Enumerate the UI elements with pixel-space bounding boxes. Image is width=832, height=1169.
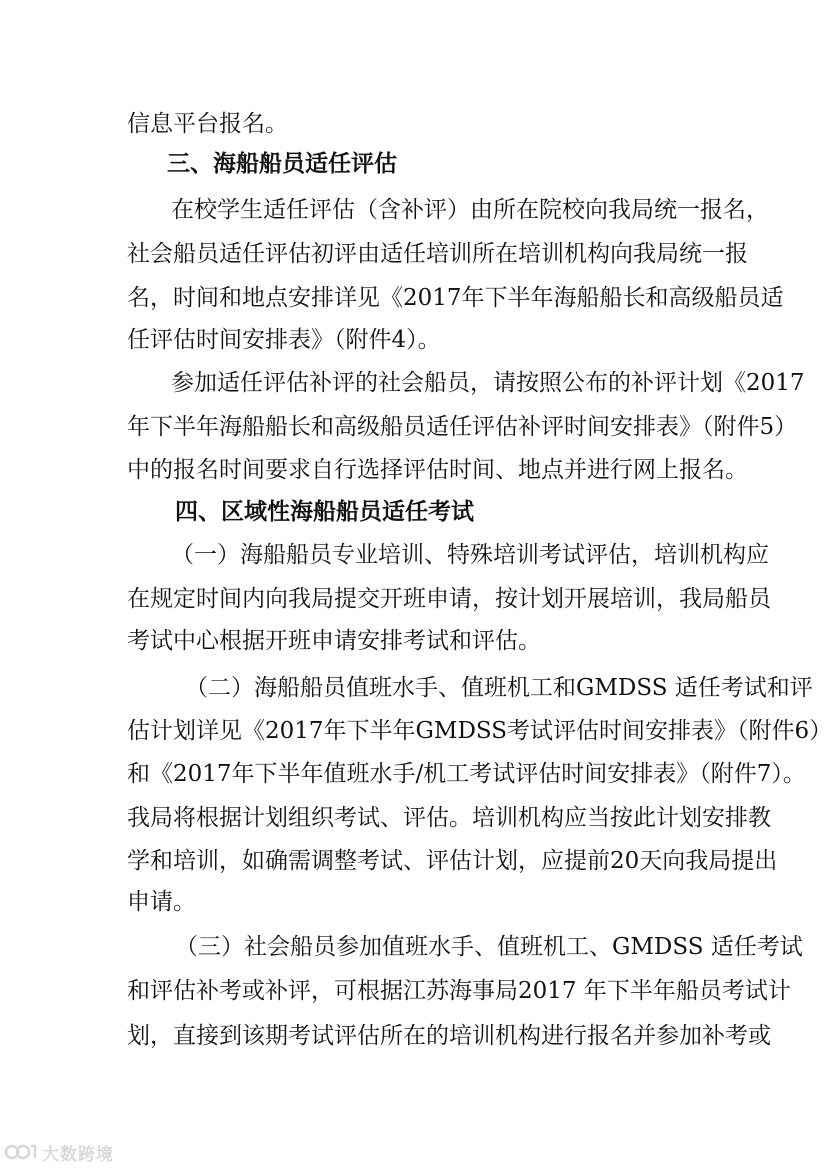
body-line: 学和培训，如确需调整考试、评估计划，应提前20天向我局提出: [127, 848, 778, 874]
body-line: 参加适任评估补评的社会船员，请按照公布的补评计划《2017: [171, 370, 805, 396]
body-line: 在校学生适任评估（含补评）由所在院校向我局统一报名，: [171, 197, 769, 223]
body-line: 在规定时间内向我局提交开班申请，按计划开展培训，我局船员: [127, 586, 771, 612]
body-line: （二）海船船员值班水手、值班机工和GMDSS 适任考试和评: [185, 675, 813, 701]
body-line: 和《2017年下半年值班水手/机工考试评估时间安排表》（附件7）。: [127, 761, 806, 787]
body-line: 信息平台报名。: [127, 111, 288, 137]
body-line: 任评估时间安排表》（附件4）。: [127, 327, 441, 353]
body-line: 中的报名时间要求自行选择评估时间、地点并进行网上报名。: [127, 457, 748, 483]
body-line: （三）社会船员参加值班水手、值班机工、GMDSS 适任考试: [175, 934, 803, 960]
logo-icon: [4, 1142, 38, 1162]
body-line: 名，时间和地点安排详见《2017年下半年海船船长和高级船员适: [127, 285, 784, 311]
body-line: 划，直接到该期考试评估所在的培训机构进行报名并参加补考或: [127, 1023, 771, 1049]
section-heading: 三、海船船员适任评估: [167, 151, 397, 177]
body-line: （一）海船船员专业培训、特殊培训考试评估，培训机构应: [171, 542, 769, 568]
body-line: 和评估补考或补评，可根据江苏海事局2017 年下半年船员考试计: [127, 978, 791, 1004]
watermark: [4, 1140, 114, 1164]
body-line: 社会船员适任评估初评由适任培训所在培训机构向我局统一报: [127, 241, 748, 267]
body-line: 估计划详见《2017年下半年GMDSS考试评估时间安排表》（附件6）: [127, 718, 832, 744]
body-line: 考试中心根据开班申请安排考试和评估。: [127, 628, 541, 654]
section-heading: 四、区域性海船船员适任考试: [175, 499, 474, 525]
body-line: 申请。: [127, 889, 196, 915]
body-line: 我局将根据计划组织考试、评估。培训机构应当按此计划安排教: [127, 805, 771, 831]
body-line: 年下半年海船船长和高级船员适任评估补评时间安排表》（附件5）: [127, 414, 798, 440]
watermark-text: 大数跨境: [42, 1144, 114, 1165]
